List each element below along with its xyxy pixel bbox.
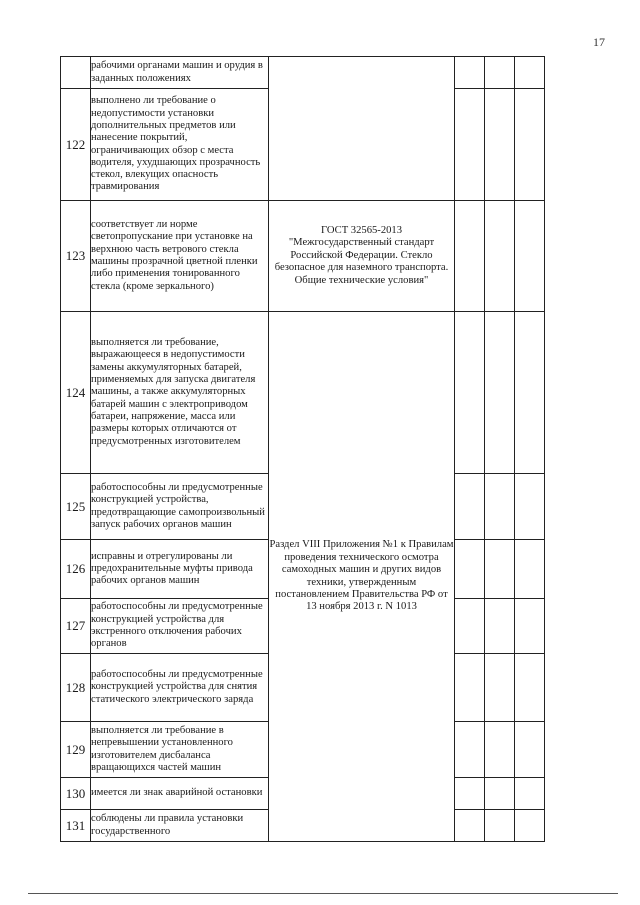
question-text: работоспособны ли предусмотренные конструкцией устройства, предотвращающие самопроизвольный запуск рабочих органов машин [91, 474, 269, 540]
question-text: выполняется ли требование в непревышении установленного изготовителем дисбаланса вращающихся частей машин [91, 722, 269, 778]
answer-no-cell [485, 201, 515, 312]
answer-no-cell [485, 599, 515, 654]
answer-na-cell [515, 201, 545, 312]
checklist-table [60, 56, 545, 842]
answer-no-cell [485, 810, 515, 842]
row-number: 130 [61, 778, 91, 810]
question-text: соблюдены ли правила установки государственного [91, 810, 269, 842]
page-number: 17 [593, 35, 605, 49]
answer-na-cell [515, 810, 545, 842]
answer-no-cell [485, 778, 515, 810]
answer-no-cell [485, 474, 515, 540]
answer-na-cell [515, 654, 545, 722]
question-text: выполняется ли требование, выражающееся в недопустимости замены аккумуляторных батарей, применяемых для запуска двигателя машины, а также аккумуляторных батарей машин с электроприводом батареи, напряжение, масса или размеры которых отличаются от предусмотренных изготовителем [91, 312, 269, 474]
answer-yes-cell [455, 778, 485, 810]
answer-no-cell [485, 89, 515, 201]
question-text: имеется ли знак аварийной остановки [91, 778, 269, 810]
answer-no-cell [485, 722, 515, 778]
answer-na-cell [515, 57, 545, 89]
question-text: рабочими органами машин и орудия в заданных положениях [91, 57, 269, 89]
answer-yes-cell [455, 599, 485, 654]
answer-yes-cell [455, 474, 485, 540]
row-number: 125 [61, 474, 91, 540]
answer-no-cell [485, 654, 515, 722]
question-text: выполнено ли требование о недопустимости установки дополнительных предметов или нанесение покрытий, ограничивающих обзор с места водителя, ухудшающих прозрачность стекол, влекущих опасность травмирования [91, 89, 269, 201]
norm-rules: Раздел VIII Приложения №1 к Правилам проведения технического осмотра самоходных машин и других видов техники, утвержденным постановлением Правительства РФ от 13 ноября 2013 г. N 1013 [269, 312, 455, 842]
row-number: 127 [61, 599, 91, 654]
answer-yes-cell [455, 57, 485, 89]
row-number: 124 [61, 312, 91, 474]
answer-na-cell [515, 722, 545, 778]
norm-cell-empty [269, 57, 455, 201]
row-number [61, 57, 91, 89]
answer-na-cell [515, 599, 545, 654]
answer-yes-cell [455, 89, 485, 201]
answer-no-cell [485, 57, 515, 89]
norm-gost: ГОСТ 32565-2013 "Межгосударственный стандарт Российской Федерации. Стекло безопасное для наземного транспорта. Общие технические условия" [269, 201, 455, 312]
row-number: 123 [61, 201, 91, 312]
table-row [61, 57, 545, 89]
question-text: исправны и отрегулированы ли предохранительные муфты привода рабочих органов машин [91, 540, 269, 599]
row-number: 131 [61, 810, 91, 842]
question-text: работоспособны ли предусмотренные конструкцией устройства для экстренного отключения рабочих органов [91, 599, 269, 654]
answer-yes-cell [455, 654, 485, 722]
answer-yes-cell [455, 540, 485, 599]
row-number: 122 [61, 89, 91, 201]
question-text: соответствует ли норме светопропускание при установке на верхнюю часть ветрового стекла машины прозрачной цветной пленки либо применения тонированного стекла (кроме зеркального) [91, 201, 269, 312]
answer-no-cell [485, 312, 515, 474]
answer-yes-cell [455, 312, 485, 474]
row-number: 126 [61, 540, 91, 599]
answer-na-cell [515, 778, 545, 810]
row-number: 129 [61, 722, 91, 778]
answer-na-cell [515, 474, 545, 540]
row-number: 128 [61, 654, 91, 722]
answer-no-cell [485, 540, 515, 599]
answer-na-cell [515, 89, 545, 201]
question-text: работоспособны ли предусмотренные конструкцией устройства для снятия статического электрического заряда [91, 654, 269, 722]
table-row [61, 312, 545, 474]
table-row [61, 201, 545, 312]
answer-yes-cell [455, 810, 485, 842]
page-bottom-rule [28, 893, 618, 894]
answer-na-cell [515, 540, 545, 599]
answer-yes-cell [455, 722, 485, 778]
answer-yes-cell [455, 201, 485, 312]
answer-na-cell [515, 312, 545, 474]
